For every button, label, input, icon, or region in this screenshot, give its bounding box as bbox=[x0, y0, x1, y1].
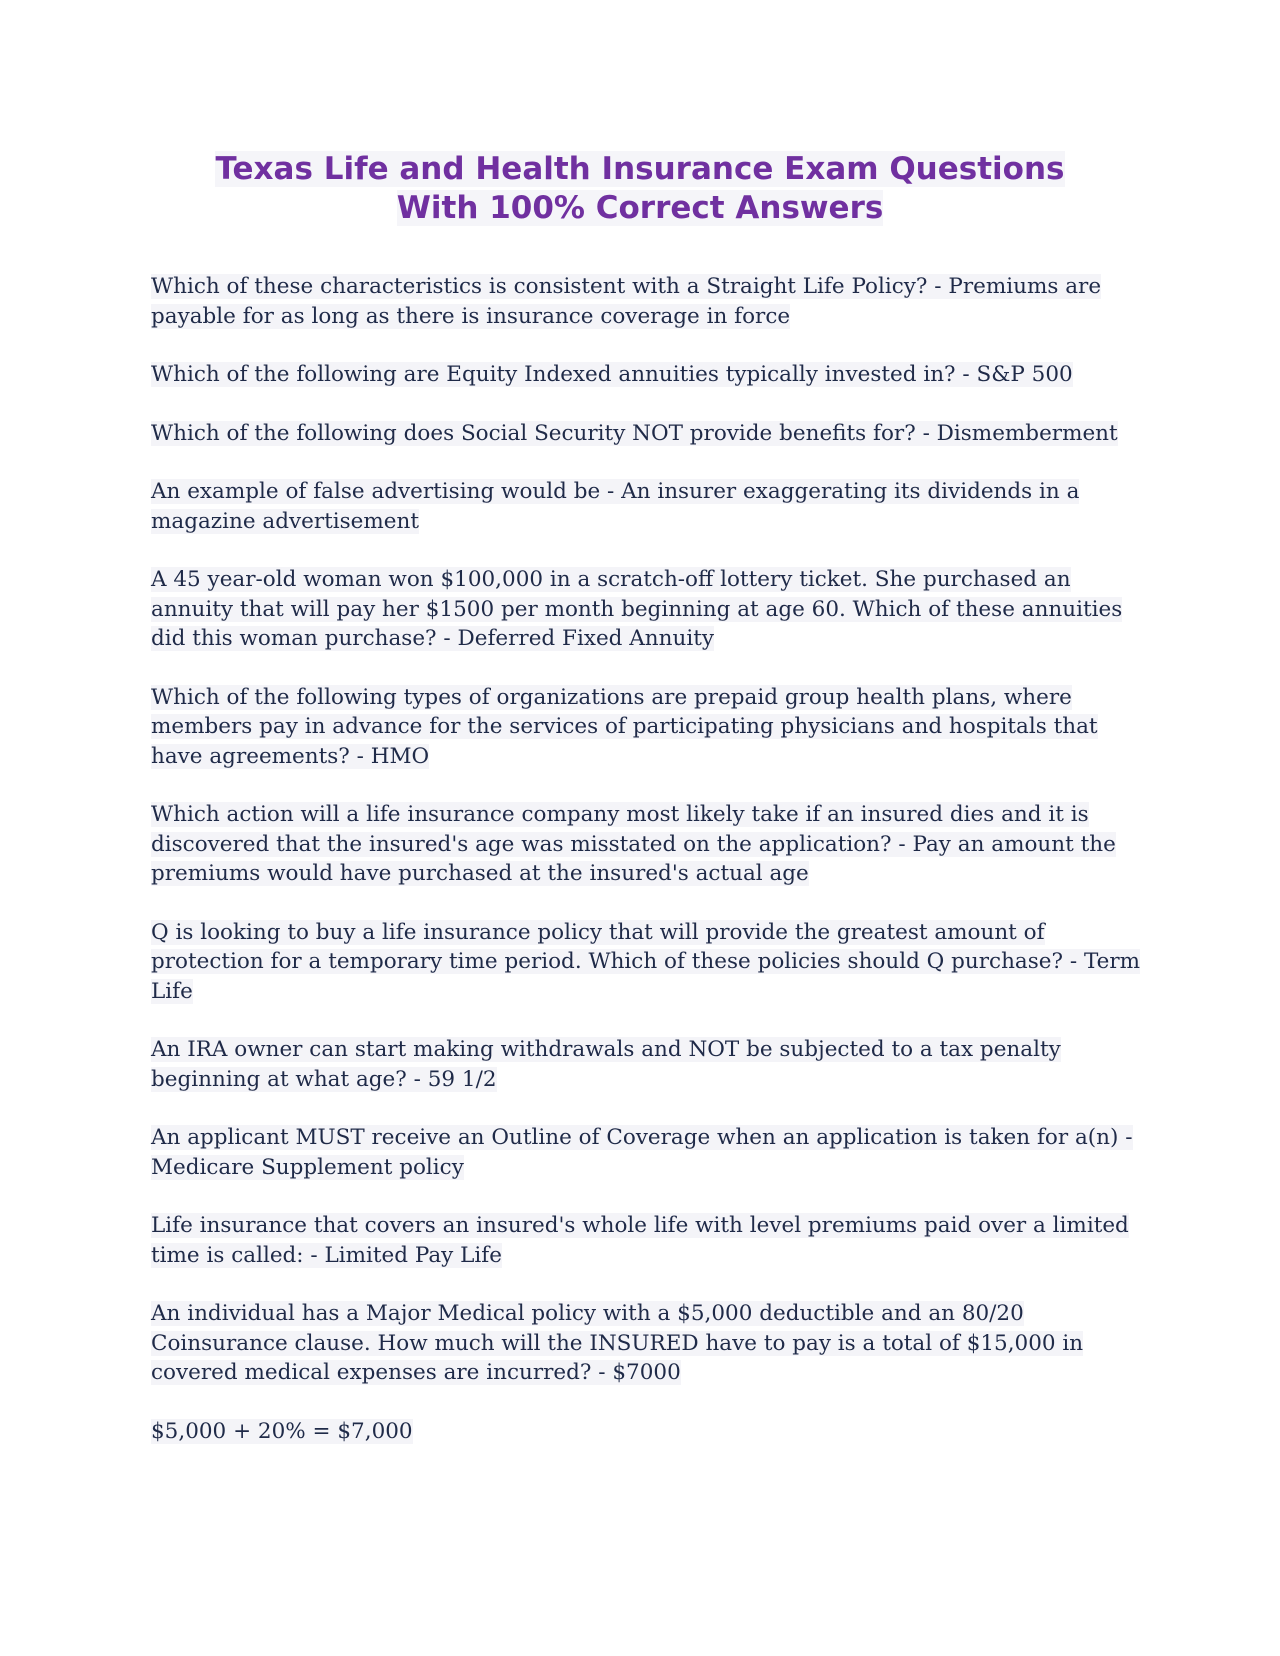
question-answer-list bbox=[151, 272, 1141, 1475]
qa-item bbox=[151, 360, 1141, 390]
qa-text: An applicant MUST receive an Outline of Coverage when an application is taken for a(n) - Medicare Supplement policy bbox=[151, 1125, 1133, 1180]
qa-item bbox=[151, 1417, 1141, 1447]
qa-text: A 45 year-old woman won $100,000 in a scratch-off lottery ticket. She purchased an annuity that will pay her $1500 per month beginning at age 60. Which of these annuities did this woman purchase? - Deferred Fixed Annuity bbox=[151, 567, 1123, 651]
title-line-2: With 100% Correct Answers bbox=[396, 190, 884, 226]
qa-item bbox=[151, 565, 1141, 654]
qa-item bbox=[151, 272, 1141, 331]
qa-text: Which of these characteristics is consistent with a Straight Life Policy? - Premiums are payable for as long as there is insurance coverage in force bbox=[151, 274, 1102, 329]
qa-item bbox=[151, 1035, 1141, 1094]
qa-item bbox=[151, 1123, 1141, 1182]
document-title bbox=[150, 150, 1130, 228]
qa-text: An example of false advertising would be - An insurer exaggerating its dividends in a magazine advertisement bbox=[151, 479, 1080, 534]
qa-text: Which of the following are Equity Indexed annuities typically invested in? - S&P 500 bbox=[151, 362, 1073, 387]
qa-item bbox=[151, 683, 1141, 772]
qa-item bbox=[151, 918, 1141, 1007]
qa-item bbox=[151, 800, 1141, 889]
qa-text: Which of the following does Social Security NOT provide benefits for? - Dismemberment bbox=[151, 420, 1118, 446]
qa-text: Which of the following types of organizations are prepaid group health plans, where members pay in advance for the services of participating physicians and hospitals that have agreements? - HMO bbox=[151, 684, 1098, 769]
title-line-1: Texas Life and Health Insurance Exam Questions bbox=[215, 151, 1065, 187]
qa-text: $5,000 + 20% = $7,000 bbox=[151, 1418, 413, 1444]
qa-text: Life insurance that covers an insured's whole life with level premiums paid over a limited time is called: - Limited Pay Life bbox=[151, 1213, 1129, 1268]
qa-text: Q is looking to buy a life insurance policy that will provide the greatest amount of protection for a temporary time period. Which of these policies should Q purchase? - Term Life bbox=[151, 919, 1141, 1004]
qa-item bbox=[151, 1211, 1141, 1270]
qa-item bbox=[151, 419, 1141, 449]
qa-text: An IRA owner can start making withdrawals and NOT be subjected to a tax penalty beginning at what age? - 59 1/2 bbox=[151, 1037, 1061, 1092]
qa-item bbox=[151, 1299, 1141, 1388]
qa-text: An individual has a Major Medical policy with a $5,000 deductible and an 80/20 Coinsurance clause. How much will the INSURED have to pay is a total of $15,000 in covered medical expenses are incurred? - $7000 bbox=[151, 1301, 1084, 1385]
qa-item bbox=[151, 477, 1141, 536]
qa-text: Which action will a life insurance company most likely take if an insured dies and it is discovered that the insured's age was misstated on the application? - Pay an amount the premiums would have purchased at the insured's actual age bbox=[151, 802, 1116, 886]
